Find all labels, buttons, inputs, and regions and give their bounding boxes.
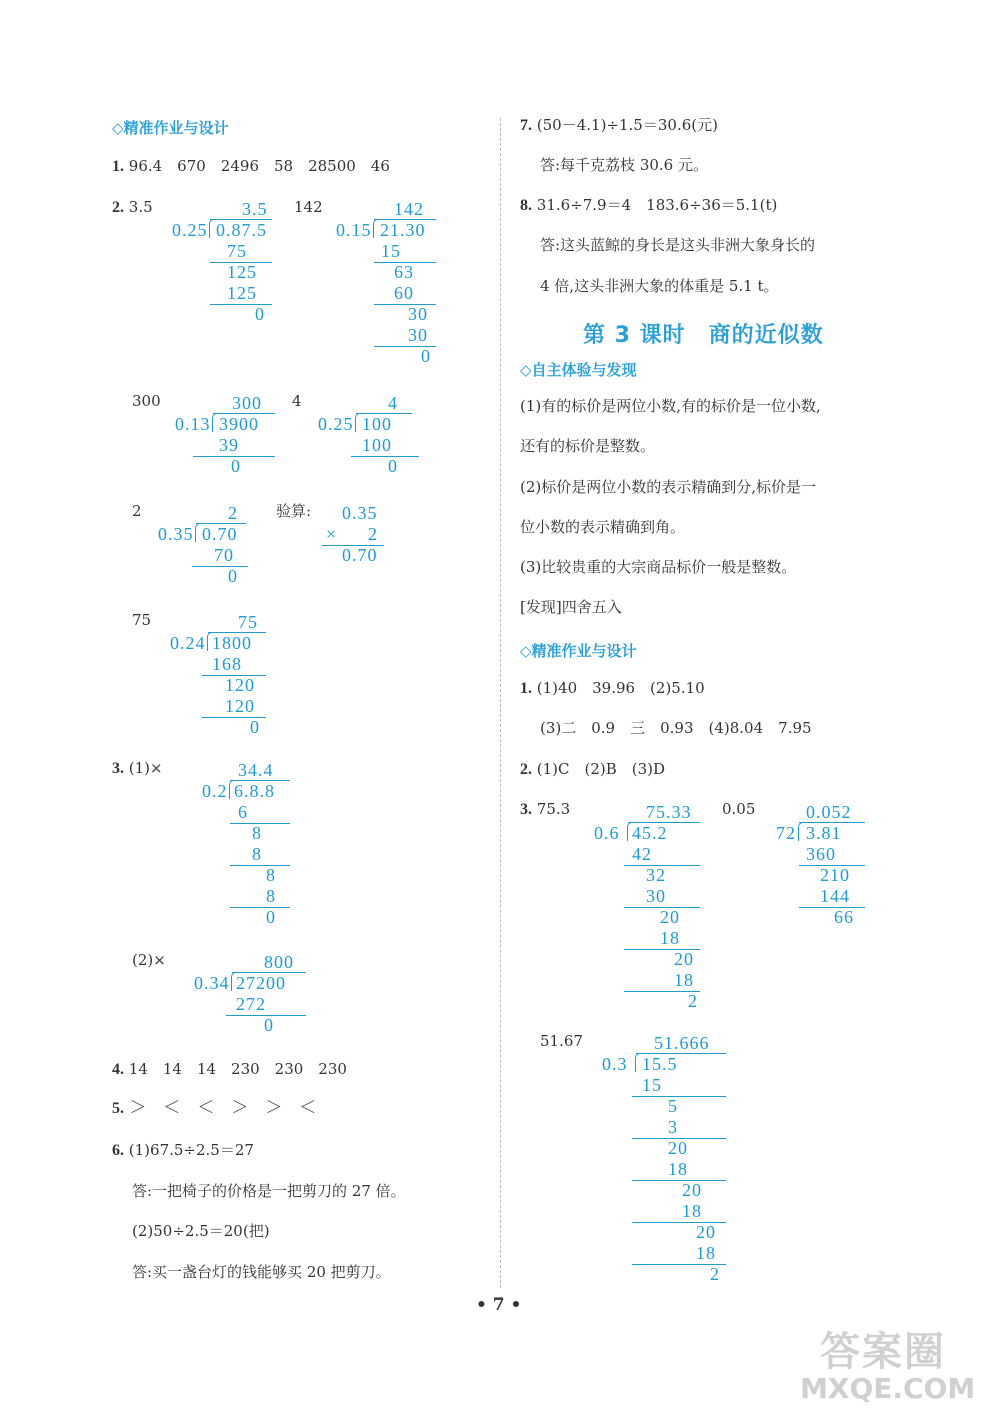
step: 30: [646, 886, 666, 906]
paragraph: [发现]四舍五入: [520, 598, 622, 616]
step: 18: [682, 1201, 702, 1221]
dividend: 15.5: [642, 1054, 678, 1074]
question-number: 4.: [112, 1061, 124, 1078]
answer-text: 31.6÷7.9＝4 183.6÷36＝5.1(t): [536, 196, 778, 214]
question-3: [112, 761, 163, 777]
step: 272: [236, 994, 266, 1014]
divisor: 0.13: [175, 414, 211, 434]
step: 66: [834, 907, 854, 927]
step: 20: [668, 1138, 688, 1158]
step: 0: [250, 717, 260, 737]
answer-text: ＞ ＜ ＜ ＞ ＞ ＜: [129, 1098, 317, 1118]
division-bracket: [373, 219, 380, 238]
answer-line: (3)二 0.9 三 0.93 (4)8.04 7.95: [540, 719, 812, 737]
question-r1: [520, 681, 705, 697]
question-number: 2.: [520, 761, 532, 778]
step: 8: [266, 865, 276, 885]
dividend: 0.87.5: [216, 220, 267, 240]
lesson-title: 第 3 课时 商的近似数: [583, 323, 824, 348]
step: 210: [820, 865, 850, 885]
question-number: 8.: [520, 197, 532, 214]
question-r3: [520, 802, 570, 818]
step: 18: [668, 1159, 688, 1179]
step: 0: [388, 456, 398, 476]
quotient: 142: [394, 199, 424, 219]
paragraph: (1)有的标价是两位小数,有的标价是一位小数,: [520, 397, 821, 415]
answer-text: (1)C (2)B (3)D: [536, 760, 666, 778]
question-number: 1.: [112, 158, 124, 175]
division-bracket: [209, 219, 216, 238]
question-number: 7.: [520, 117, 532, 134]
paragraph: (2)标价是两位小数的表示精确到分,标价是一: [520, 478, 817, 496]
question-number: 3.: [112, 760, 124, 777]
division-bracket: [195, 523, 202, 542]
answer-line: (2)50÷2.5＝20(把): [132, 1222, 270, 1240]
question-7: [520, 118, 718, 134]
step: 18: [674, 970, 694, 990]
paragraph: (3)比较贵重的大宗商品标价一般是整数。: [520, 558, 797, 576]
quotient: 300: [232, 393, 262, 413]
step: 100: [362, 435, 392, 455]
step: 360: [806, 844, 836, 864]
step: 30: [408, 304, 428, 324]
product: 0.70: [342, 545, 378, 565]
division-line: [230, 865, 290, 866]
answer-text: (1)40 39.96 (2)5.10: [536, 679, 705, 697]
divisor: 72: [776, 823, 796, 843]
section-heading-precise-work: ◇精准作业与设计: [112, 119, 229, 137]
column-divider: [500, 118, 501, 1288]
step: 0: [264, 1015, 274, 1035]
division-line: [632, 1180, 726, 1181]
step: 144: [820, 886, 850, 906]
answer-300: 300: [132, 392, 161, 410]
quotient: 51.666: [654, 1033, 710, 1053]
division-bracket: [355, 413, 362, 432]
answer-text: 14 14 14 230 230 230: [128, 1060, 347, 1078]
question-number: 5.: [112, 1100, 124, 1117]
answer-51-67: 51.67: [540, 1032, 583, 1050]
step: 2: [710, 1264, 720, 1284]
dividend: 21.30: [380, 220, 426, 240]
dividend: 100: [362, 414, 392, 434]
section-heading-precise-work-2: ◇精准作业与设计: [520, 642, 637, 660]
division-line: [351, 456, 419, 457]
division-line: [192, 566, 248, 567]
step: 0: [421, 346, 431, 366]
times-sign: ×: [326, 524, 338, 544]
question-number: 2.: [112, 199, 124, 216]
step: 0: [228, 566, 238, 586]
dividend: 1800: [212, 633, 252, 653]
step: 8: [252, 823, 262, 843]
divisor: 0.2: [202, 781, 228, 801]
step: 70: [214, 545, 234, 565]
step: 120: [225, 696, 255, 716]
watermark-logo: 答案圈: [820, 1329, 946, 1375]
division-line: [632, 1096, 726, 1097]
division-bracket: [798, 822, 805, 841]
step: 3: [668, 1117, 678, 1137]
step: 15: [642, 1075, 662, 1095]
answer-0-05: 0.05: [722, 800, 756, 818]
answer-line: 答:一把椅子的价格是一把剪刀的 27 倍。: [132, 1182, 406, 1200]
answer-text: 96.4 670 2496 58 28500 46: [128, 157, 390, 175]
divisor: 0.15: [336, 220, 372, 240]
question-number: 3.: [520, 801, 532, 818]
step: 39: [219, 435, 239, 455]
answer-line: 答:买一盏台灯的钱能够买 20 把剪刀。: [132, 1263, 391, 1281]
step: 6: [238, 802, 248, 822]
answer-text: (1)×: [128, 759, 163, 777]
step: 63: [394, 262, 414, 282]
divisor: 0.24: [170, 633, 206, 653]
division-bracket: [635, 1053, 642, 1072]
quotient: 4: [388, 393, 398, 413]
question-1: [112, 159, 390, 175]
multiplicand: 0.35: [342, 503, 378, 523]
answer-line: 答:每千克荔枝 30.6 元。: [540, 156, 708, 174]
answer-line: 答:这头蓝鲸的身长是这头非洲大象身长的: [540, 236, 816, 254]
paragraph: 位小数的表示精确到角。: [520, 518, 686, 536]
watermark-url: MXQE.COM: [800, 1372, 976, 1405]
answer-text: (1)67.5÷2.5＝27: [128, 1141, 254, 1159]
step: 60: [394, 283, 414, 303]
check-label: 验算:: [276, 502, 312, 520]
answer-2: 2: [132, 502, 142, 520]
step: 75: [227, 241, 247, 261]
quotient: 34.4: [238, 760, 274, 780]
paragraph: 还有的标价是整数。: [520, 437, 656, 455]
dividend: 0.70: [202, 524, 238, 544]
answer-text: (50－4.1)÷1.5＝30.6(元): [536, 116, 718, 134]
dividend: 27200: [236, 973, 286, 993]
divisor: 0.6: [594, 823, 620, 843]
step: 18: [660, 928, 680, 948]
step: 20: [696, 1222, 716, 1242]
section-heading-self-experience: ◇自主体验与发现: [520, 361, 637, 379]
step: 8: [266, 886, 276, 906]
answer-2-x: (2)×: [132, 951, 166, 969]
question-number: 6.: [112, 1142, 124, 1159]
step: 32: [646, 865, 666, 885]
step: 125: [227, 262, 257, 282]
question-5: [112, 1100, 316, 1117]
quotient: 75.33: [646, 802, 692, 822]
question-number: 1.: [520, 680, 532, 697]
step: 15: [381, 241, 401, 261]
step: 20: [674, 949, 694, 969]
divisor: 0.34: [194, 973, 230, 993]
step: 18: [696, 1243, 716, 1263]
answer-text: 75.3: [536, 800, 571, 818]
division-line: [799, 907, 865, 908]
step: 120: [225, 675, 255, 695]
step: 125: [227, 283, 257, 303]
dividend: 6.8.8: [234, 781, 275, 801]
question-8: [520, 198, 777, 214]
step: 0: [231, 456, 241, 476]
answer-75: 75: [132, 611, 152, 629]
divisor: 0.35: [158, 524, 194, 544]
dividend: 45.2: [632, 823, 668, 843]
step: 168: [212, 654, 242, 674]
step: 30: [408, 325, 428, 345]
question-4: [112, 1062, 347, 1078]
step: 0: [255, 304, 265, 324]
page-number: • 7 •: [476, 1295, 522, 1315]
quotient: 75: [238, 612, 258, 632]
quotient: 2: [228, 503, 238, 523]
step: 20: [660, 907, 680, 927]
step: 0: [266, 907, 276, 927]
dividend: 3.81: [806, 823, 842, 843]
multiplier: 2: [368, 524, 378, 544]
question-r2: [520, 762, 665, 778]
quotient: 0.052: [806, 802, 852, 822]
answer-text: 3.5: [128, 198, 153, 216]
dividend: 3900: [219, 414, 259, 434]
step: 5: [668, 1096, 678, 1116]
division-line: [230, 907, 290, 908]
step: 20: [682, 1180, 702, 1200]
division-bracket: [212, 413, 219, 432]
quotient: 800: [264, 952, 294, 972]
question-2: [112, 200, 153, 216]
question-6: [112, 1143, 254, 1159]
step: 8: [252, 844, 262, 864]
answer-4: 4: [292, 392, 302, 410]
quotient: 3.5: [242, 199, 268, 219]
answer-line: 4 倍,这头非洲大象的体重是 5.1 t。: [540, 277, 779, 295]
divisor: 0.25: [172, 220, 208, 240]
step: 42: [632, 844, 652, 864]
step: 2: [688, 991, 698, 1011]
divisor: 0.3: [602, 1054, 628, 1074]
divisor: 0.25: [318, 414, 354, 434]
answer-142: 142: [294, 198, 323, 216]
